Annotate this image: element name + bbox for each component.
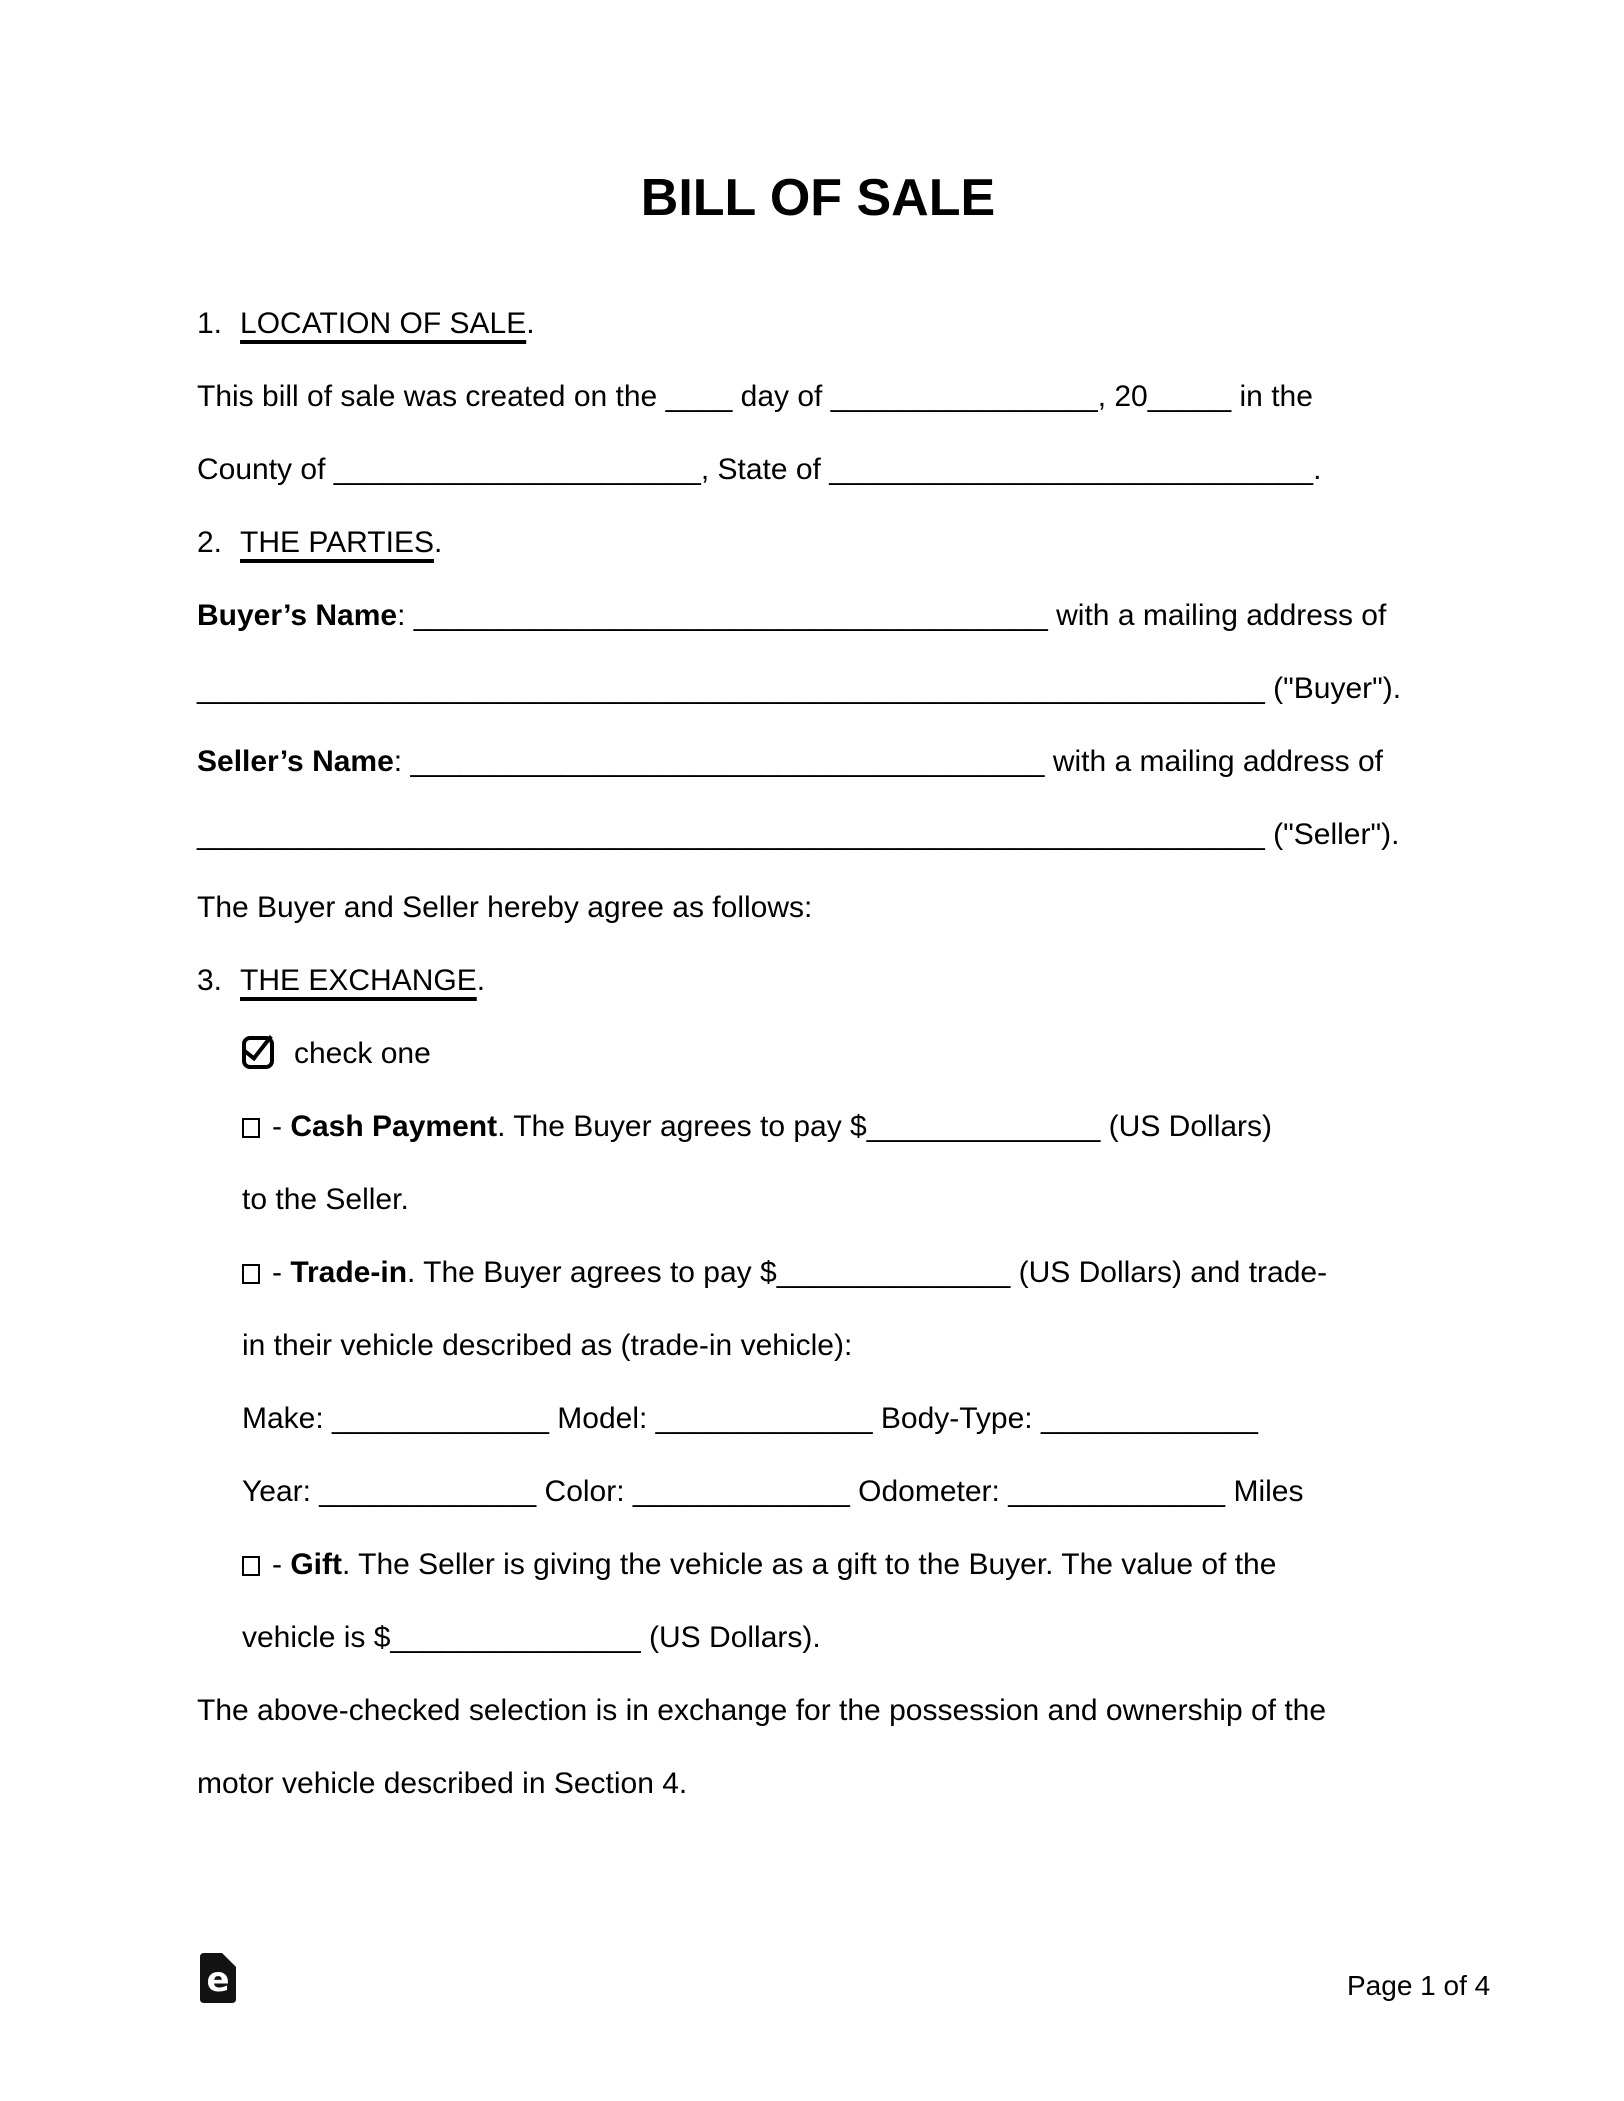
text-run: ("Buyer"). [1264,672,1402,705]
vehicle-make-model-line [197,1382,1439,1455]
make-blank-field[interactable]: _____________ [332,1402,549,1435]
year-label: Year: [242,1475,320,1508]
text-run: day of [732,380,831,413]
text-run: (US Dollars) and trade- [1010,1256,1328,1289]
make-label: Make: [242,1402,333,1435]
text-run: to the Seller. [242,1183,409,1216]
section-3-number: 3. [197,964,223,997]
odometer-blank-field[interactable]: _____________ [1008,1475,1226,1508]
text-run: with a mailing address of [1047,599,1387,632]
text-run: : [393,745,411,778]
gift-checkbox[interactable] [242,1556,260,1576]
trade-amount-blank-field[interactable]: ______________ [776,1256,1011,1289]
text-run: motor vehicle described in Section 4. [197,1767,688,1800]
section-2-heading [197,506,1439,579]
text-run: . The Seller is giving the vehicle as a gift to the Buyer. The value of the [341,1548,1277,1581]
month-blank-field[interactable]: ________________ [830,380,1098,413]
check-one-label: check one [294,1037,431,1070]
page-number: Page 1 of 4 [1347,1970,1491,2001]
text-run: The Buyer and Seller hereby agree as follows: [197,891,813,924]
section-1-number: 1. [197,307,223,340]
county-state-line [197,433,1439,506]
buyer-name-line [197,579,1439,652]
cash-payment-checkbox[interactable] [242,1118,260,1138]
county-blank-field[interactable]: ______________________ [333,453,701,486]
sale-date-line [197,360,1439,433]
body-type-label: Body-Type: [872,1402,1041,1435]
text-run: - [272,1548,291,1581]
text-run: in their vehicle described as (trade-in vehicle): [242,1329,853,1362]
buyer-address-line [197,652,1439,725]
logo-letter: e [206,1960,230,2000]
text-run: ("Seller"). [1264,818,1400,851]
text-run: . The Buyer agrees to pay $ [407,1256,777,1289]
closing-line-1 [197,1674,1439,1747]
check-mark-icon [243,1029,273,1061]
buyer-name-blank-field[interactable]: ______________________________________ [413,599,1048,632]
text-run: - [272,1110,291,1143]
section-1-heading [197,287,1439,360]
section-3-title: THE EXCHANGE [240,964,477,997]
section-2-number: 2. [197,526,223,559]
trade-in-label: Trade-in [290,1256,408,1289]
color-label: Color: [536,1475,633,1508]
model-blank-field[interactable]: _____________ [655,1402,873,1435]
check-one-line [197,1017,1439,1090]
eforms-logo-icon [200,1953,236,2003]
text-run: . The Buyer agrees to pay $ [497,1110,867,1143]
text-run: : [397,599,414,632]
seller-name-line [197,725,1439,798]
section-2-title: THE PARTIES [240,526,434,559]
text-run: County of [197,453,334,486]
seller-address-line [197,798,1439,871]
text-run: . [526,307,535,340]
check-one-checkbox[interactable] [242,1036,274,1069]
text-run: with a mailing address of [1044,745,1383,778]
state-blank-field[interactable]: _____________________________ [829,453,1314,486]
text-run: (US Dollars). [640,1621,821,1654]
cash-payment-line-2 [197,1163,1439,1236]
cash-payment-line [197,1090,1439,1163]
text-run: vehicle is $ [242,1621,391,1654]
trade-in-line [197,1236,1439,1309]
text-run: . [1313,453,1322,486]
text-run: , 20 [1097,380,1148,413]
gift-label: Gift [290,1548,342,1581]
closing-line-2 [197,1747,1439,1820]
trade-in-checkbox[interactable] [242,1264,260,1284]
agreement-line [197,871,1439,944]
gift-line-2 [197,1601,1439,1674]
document-title: BILL OF SALE [640,169,996,227]
text-run: . [476,964,486,997]
section-1-title: LOCATION OF SALE [240,307,527,340]
seller-name-label: Seller’s Name [197,745,394,778]
text-run: in the [1231,380,1313,413]
gift-value-blank-field[interactable]: _______________ [390,1621,641,1654]
buyer-name-label: Buyer’s Name [197,599,398,632]
text-run: The above-checked selection is in exchange for the possession and ownership of the [197,1694,1327,1727]
buyer-address-blank-field[interactable]: ________________________________________________________________ [197,672,1265,705]
trade-in-line-2 [197,1309,1439,1382]
seller-name-blank-field[interactable]: ______________________________________ [410,745,1045,778]
odometer-label: Odometer: [849,1475,1009,1508]
vehicle-year-color-line [197,1455,1439,1528]
cash-payment-label: Cash Payment [290,1110,498,1143]
cash-amount-blank-field[interactable]: ______________ [866,1110,1101,1143]
text-run: . [433,526,443,559]
text-run: - [272,1256,291,1289]
text-run: , State of [700,453,830,486]
gift-line [197,1528,1439,1601]
section-3-heading [197,944,1439,1017]
model-label: Model: [548,1402,656,1435]
text-run: This bill of sale was created on the [197,380,666,413]
text-run: (US Dollars) [1100,1110,1273,1143]
vehicle-year-blank-field[interactable]: _____________ [319,1475,537,1508]
miles-label: Miles [1225,1475,1304,1508]
day-blank-field[interactable]: ____ [665,380,733,413]
body-type-blank-field[interactable]: _____________ [1040,1402,1258,1435]
year-blank-field[interactable]: _____ [1147,380,1232,413]
color-blank-field[interactable]: _____________ [632,1475,850,1508]
seller-address-blank-field[interactable]: ________________________________________________________________ [197,818,1265,851]
